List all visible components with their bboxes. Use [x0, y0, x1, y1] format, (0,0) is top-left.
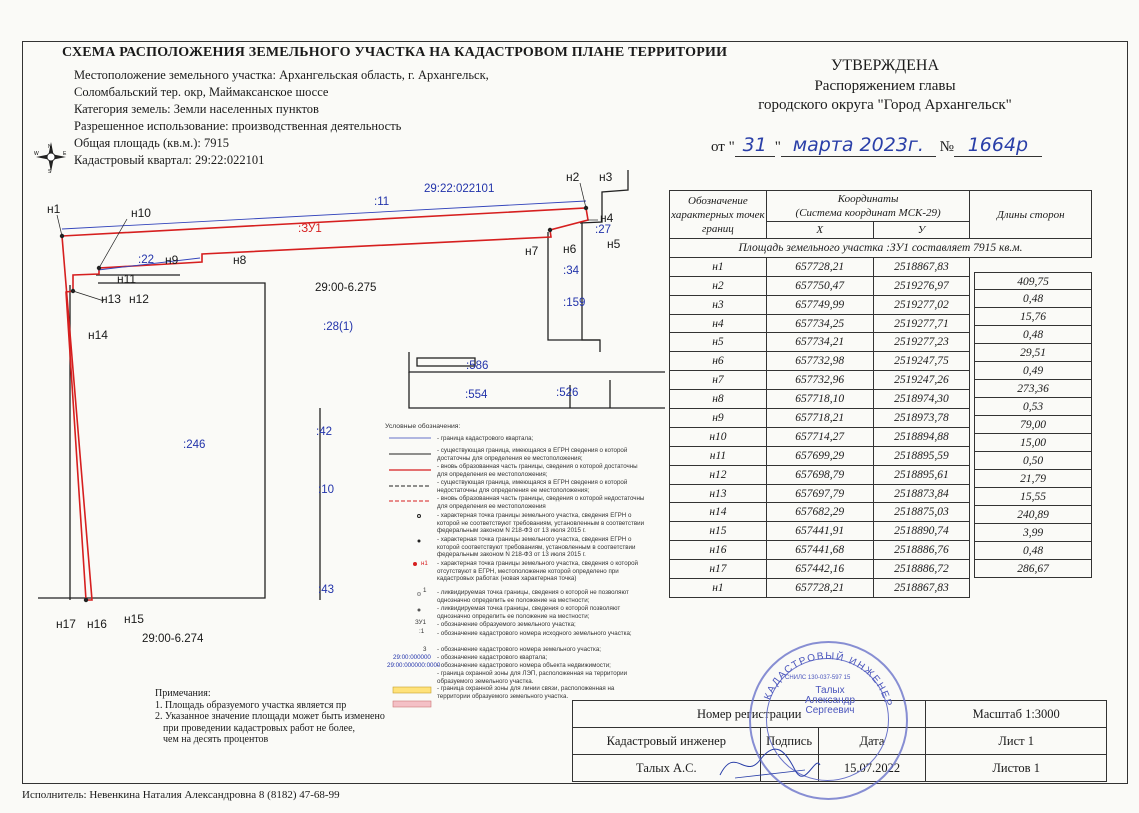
parcel-label-28-1: :28(1): [323, 321, 354, 333]
legend-item: - вновь образованная часть границы, сведения о которой недостаточны для определения ее местоположения: [437, 495, 645, 510]
point-label-n11: н11: [117, 272, 137, 286]
compass-w-label: W: [34, 151, 39, 157]
parcel-label-10: :10: [318, 484, 334, 496]
note-2c: чем на десять процентов: [163, 734, 269, 745]
point-label-n7: н7: [525, 244, 539, 258]
side-length: 0,48: [974, 326, 1092, 344]
parcel-label-27: :27: [595, 224, 611, 236]
location-line-1: Местоположение земельного участка: Архангельская область, г. Архангельск,: [74, 68, 489, 82]
header-point: Обозначение характерных точек границ: [670, 191, 767, 239]
legend-title: Условные обозначения:: [385, 423, 461, 430]
table-row: н16 657441,68 2518886,76: [670, 541, 1092, 560]
legend-symbol-quarter: 29:00:000000: [393, 654, 431, 661]
parcel-label-586: :586: [466, 360, 489, 372]
zone-label-275: 29:00-6.275: [315, 282, 377, 294]
area-row: Площадь земельного участка :ЗУ1 составляет 7915 кв.м.: [670, 239, 1092, 258]
side-length: 240,89: [974, 506, 1092, 524]
side-length: 15,55: [974, 488, 1092, 506]
note-2b: при проведении кадастровых работ не более,: [163, 722, 356, 734]
side-length: 29,51: [974, 344, 1092, 362]
header-lengths: Длины сторон: [970, 191, 1092, 239]
side-length: 15,76: [974, 308, 1092, 326]
location-line-2: Соломбальский тер. окр, Маймаксанское шоссе: [74, 85, 329, 99]
note-2a: 2. Указанное значение площади может быть изменено: [155, 711, 385, 722]
side-length: 273,36: [974, 380, 1092, 398]
approval-line-3: городского округа "Город Архангельск": [758, 97, 1012, 113]
note-1: 1. Площадь образуемого участка является пр: [155, 699, 347, 711]
compass-e-label: E: [63, 151, 67, 157]
legend-symbol-point: н1: [421, 560, 428, 567]
seal-name: [800, 686, 860, 716]
legend-item: - обозначение кадастрового номера объекта недвижимости;: [437, 662, 611, 669]
legend-symbol-colon1: :1: [419, 628, 425, 635]
point-n7-marker: [548, 228, 552, 232]
point-label-n17: н17: [56, 617, 76, 631]
point-label-n5: н5: [607, 237, 621, 251]
side-length: 79,00: [974, 416, 1092, 434]
approval-month-year: марта 2023г.: [781, 134, 936, 157]
table-row: н6 657732,98 2519247,75: [670, 352, 1092, 371]
table-row: н4 657734,25 2519277,71: [670, 314, 1092, 333]
compass-s-label: S: [48, 169, 52, 174]
legend-item: - обозначение образуемого земельного участка;: [437, 621, 576, 628]
side-length: 21,79: [974, 470, 1092, 488]
zone-label-274: 29:00-6.274: [142, 633, 204, 645]
point-label-n2: н2: [566, 170, 580, 184]
table-row: н1 657728,21 2518867,83: [670, 257, 1092, 276]
permitted-use: Разрешенное использование: производственная деятельность: [74, 119, 402, 133]
point-label-n15: н15: [124, 612, 144, 626]
seal-name-1: Талых: [815, 685, 845, 696]
parcel-label-22: :22: [138, 254, 154, 266]
header-coords-title: Координаты: [837, 193, 899, 205]
parcel-label-34: :34: [563, 265, 579, 277]
point-label-n10: н10: [131, 206, 151, 220]
parcel-label-11: :11: [374, 196, 390, 208]
point-label-n12: н12: [129, 292, 149, 306]
stamp-sheets: Листов 1: [926, 755, 1107, 782]
legend-item: - характерная точка границы земельного участка, сведения ЕГРН о которой соответствуют требованиям, установленным в соответствии федеральным законом N 218-ФЗ от 13 июля 2015 г.: [437, 536, 636, 559]
table-row: н7 657732,96 2519247,26: [670, 371, 1092, 390]
cadastral-quarter: Кадастровый квартал: 29:22:022101: [74, 153, 265, 167]
point-label-n8: н8: [233, 253, 247, 267]
point-n16-marker: [84, 598, 88, 602]
table-row: н14 657682,29 2518875,03: [670, 503, 1092, 522]
legend-item: - ликвидируемая точка границы, сведения о которой позволяют однозначно определить ее положение на местности;: [437, 605, 621, 620]
side-length: 3,99: [974, 524, 1092, 542]
header-x: X: [766, 222, 873, 239]
table-row: н15 657441,91 2518890,74: [670, 522, 1092, 541]
side-length: 0,49: [974, 362, 1092, 380]
date-prefix: от ": [711, 139, 735, 155]
stamp-date-label: Дата: [818, 728, 926, 755]
legend-item: - граница кадастрового квартала;: [437, 435, 534, 442]
approval-line-2: Распоряжением главы: [814, 78, 956, 94]
table-row: н12 657698,79 2518895,61: [670, 465, 1092, 484]
side-length: 0,48: [974, 290, 1092, 308]
side-length: 15,00: [974, 434, 1092, 452]
parcel-label-43: :43: [318, 584, 334, 596]
land-category: Категория земель: Земли населенных пунктов: [74, 102, 319, 116]
side-length: 286,67: [974, 560, 1092, 578]
number-prefix: №: [939, 139, 954, 155]
legend-item: - обозначение кадастрового квартала;: [437, 654, 548, 661]
map-zu1-label: :ЗУ1: [298, 223, 322, 235]
legend-symbol-zu: ЗУ1: [415, 619, 427, 626]
notes-block: [155, 688, 385, 746]
legend-item: - обозначение кадастрового номера земельного участка;: [437, 646, 601, 653]
notes-title: Примечания:: [155, 688, 211, 699]
parcel-label-526: :526: [556, 387, 579, 399]
side-length: 0,53: [974, 398, 1092, 416]
parcel-label-554: :554: [465, 389, 488, 401]
point-label-n9: н9: [165, 253, 179, 267]
table-row: н8 657718,10 2518974,30: [670, 390, 1092, 409]
parcel-label-246: :246: [183, 439, 206, 451]
point-label-n14: н14: [88, 328, 108, 342]
seal-name-3: Сергеевич: [805, 705, 855, 716]
table-row: н9 657718,21 2518973,78: [670, 409, 1092, 428]
legend-item: - существующая граница, имеющаяся в ЕГРН сведения о которой недостаточны для определения ее местоположения;: [437, 479, 628, 494]
point-label-n1: н1: [47, 202, 61, 216]
approval-date-line: [711, 134, 1042, 157]
stamp-name: Талых А.С.: [573, 755, 761, 782]
document-title: СХЕМА РАСПОЛОЖЕНИЯ ЗЕМЕЛЬНОГО УЧАСТКА НА КАДАСТРОВОМ ПЛАНЕ ТЕРРИТОРИИ: [62, 45, 728, 60]
stamp-signature: Подпись: [760, 728, 818, 755]
approval-day: 31: [735, 134, 775, 157]
header-coords-system: (Система координат МСК-29): [795, 207, 941, 219]
executor-line: Исполнитель: Невенкина Наталия Александровна 8 (8182) 47-68-99: [22, 789, 340, 801]
table-row: н5 657734,21 2519277,23: [670, 333, 1092, 352]
side-length: 409,75: [974, 272, 1092, 290]
table-row: н1 657728,21 2518867,83: [670, 579, 1092, 598]
compass-n-label: N: [48, 144, 52, 150]
stamp-registration: Номер регистрации: [573, 701, 926, 728]
table-row: н11 657699,29 2518895,59: [670, 446, 1092, 465]
legend-item: - существующая граница, имеющаяся в ЕГРН сведения о которой достаточны для определения ее местоположения;: [437, 447, 628, 462]
approval-number: 1664р: [954, 134, 1042, 157]
point-label-n6: н6: [563, 242, 577, 256]
table-row: н17 657442,16 2518886,72: [670, 560, 1092, 579]
approval-heading: УТВЕРЖДЕНА: [830, 57, 939, 74]
table-row: н10 657714,27 2518894,88: [670, 427, 1092, 446]
legend-item: - обозначение кадастрового номера исходного земельного участка;: [437, 630, 632, 637]
signature-scribble: [715, 740, 825, 784]
point-label-n16: н16: [87, 617, 107, 631]
legend-item: - характерная точка границы земельного участка, сведения о которой отсутствуют в ЕГРН, местоположение которой определено при кадастровых работах (новая характерная точка): [437, 560, 638, 583]
side-length: 0,50: [974, 452, 1092, 470]
seal-inner-number: СНИЛС 130-037-597 15: [785, 675, 851, 681]
header-coords: [766, 191, 970, 222]
map-quarter-label: 29:22:022101: [424, 183, 495, 195]
legend-symbols: [385, 433, 441, 723]
header-y: У: [873, 222, 970, 239]
stamp-scale: Масштаб 1:3000: [926, 701, 1107, 728]
point-label-n13: н13: [101, 292, 121, 306]
seal-name-2: Александр: [804, 695, 856, 706]
point-label-n3: н3: [599, 170, 613, 184]
total-area: Общая площадь (кв.м.): 7915: [74, 136, 230, 150]
legend-item: - граница охранной зоны для линии связи, расположенная на территории образуемого земельного участка.: [437, 685, 615, 700]
legend-item: - граница охранной зоны для ЛЭП, расположенная на территории образуемого земельного участка.: [437, 670, 628, 685]
legend-symbol-object: 29:00:000000:0000: [387, 662, 441, 669]
seal-ring-label: КАДАСТРОВЫЙ ИНЖЕНЕР: [762, 650, 894, 709]
legend-item: - ликвидируемая точка границы, сведения о которой не позволяют однозначно определить ее положение на местности;: [437, 589, 629, 604]
legend-item: - характерная точка границы земельного участка, сведения ЕГРН о которой не соответствуют требованиям, установленным в соответствии федеральным законом N 218-ФЗ от 13 июля 2015 г.: [437, 512, 645, 535]
stamp-sheet: Лист 1: [926, 728, 1107, 755]
legend-symbol-3: 3: [423, 646, 427, 653]
parcel-label-159: :159: [563, 297, 586, 309]
table-row: н3 657749,99 2519277,02: [670, 295, 1092, 314]
parcel-label-42: :42: [316, 426, 332, 438]
date-mid: ": [774, 139, 781, 155]
stamp-date-value: 15.07.2022: [818, 755, 926, 782]
side-length: 0,48: [974, 542, 1092, 560]
legend-item: - вновь образованная часть границы, сведения о которой достаточны для определения ее местоположения;: [437, 463, 638, 478]
stamp-engineer: Кадастровый инженер: [573, 728, 761, 755]
table-row: н13 657697,79 2518873,84: [670, 484, 1092, 503]
side-lengths-column: [974, 272, 1092, 578]
legend-symbol-1: 1: [423, 587, 427, 594]
table-row: н2 657750,47 2519276,97: [670, 276, 1092, 295]
point-label-n4: н4: [600, 211, 614, 225]
